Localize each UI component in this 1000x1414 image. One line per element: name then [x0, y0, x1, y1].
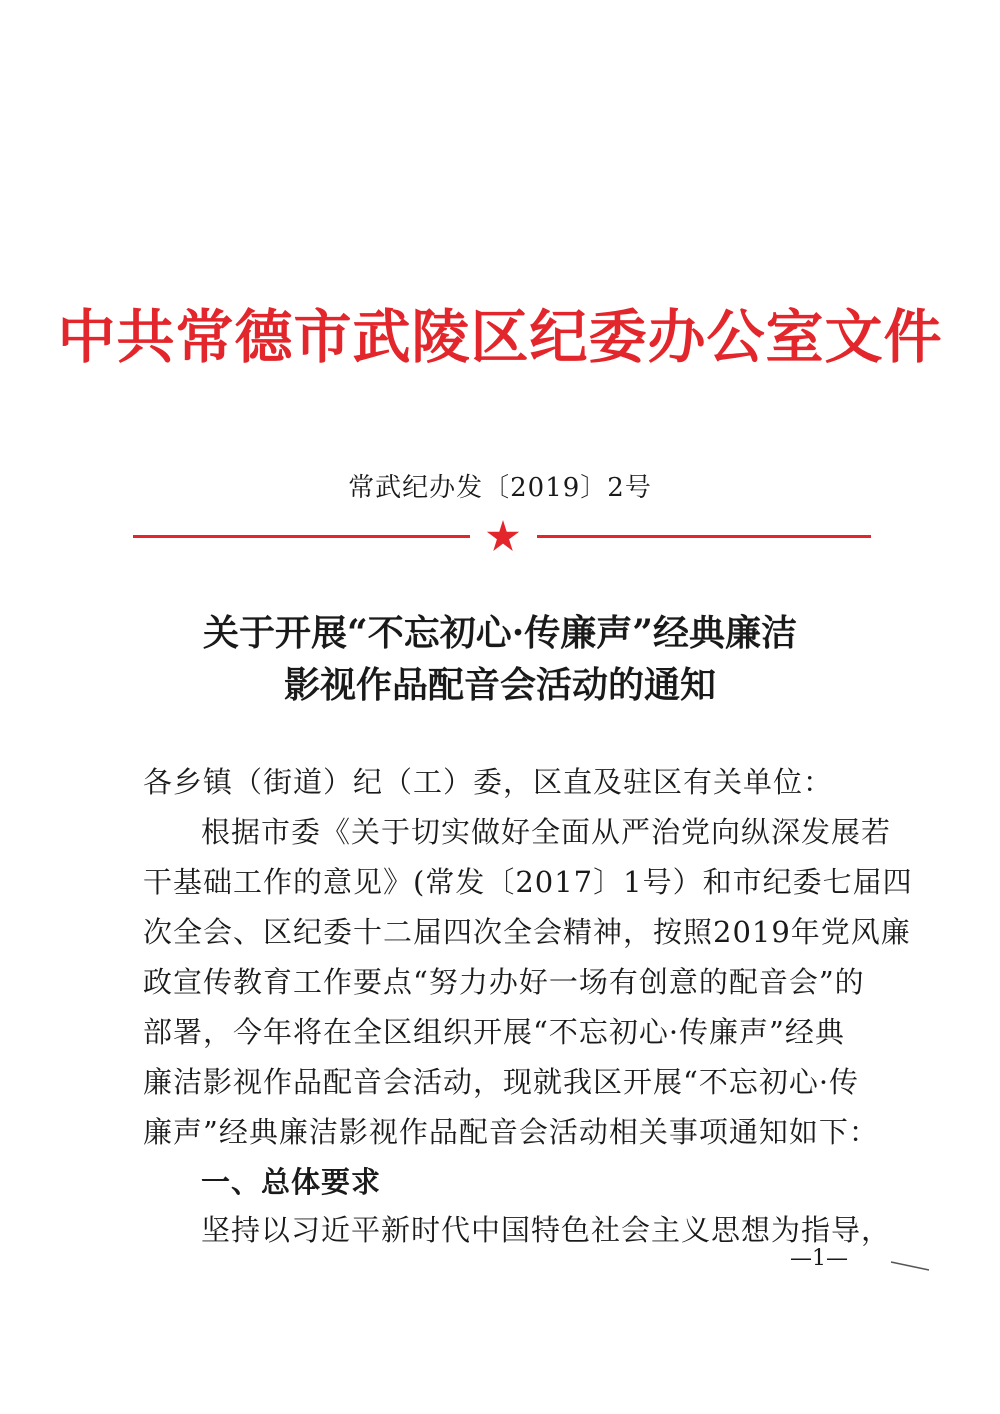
paragraph-line: 次全会、区纪委十二届四次全会精神，按照2019年党风廉 [143, 915, 911, 949]
masthead: 中共常德市武陵区纪委办公室文件 [57, 303, 943, 371]
document-title-line-2: 影视作品配音会活动的通知 [283, 664, 716, 706]
paragraph-line: 部署，今年将在全区组织开展“不忘初心·传廉声”经典 [143, 1015, 845, 1049]
addressee: 各乡镇（街道）纪（工）委，区直及驻区有关单位： [143, 765, 834, 799]
red-rule-right [537, 535, 871, 538]
page-number: —1— [790, 1246, 848, 1271]
paragraph-line: 政宣传教育工作要点“努力办好一场有创意的配音会”的 [143, 965, 865, 999]
paragraph-line: 廉洁影视作品配音会活动，现就我区开展“不忘初心·传 [143, 1065, 860, 1099]
star-icon [486, 520, 520, 552]
paragraph-line: 干基础工作的意见》(常发〔2017〕1号）和市纪委七届四 [143, 865, 913, 899]
paragraph-line: 根据市委《关于切实做好全面从严治党向纵深发展若 [201, 815, 892, 849]
paragraph-line: 廉声”经典廉洁影视作品配音会活动相关事项通知如下： [143, 1115, 879, 1149]
document-number: 常武纪办发〔2019〕2号 [348, 473, 652, 503]
red-rule-left [133, 535, 470, 538]
scan-mark [890, 1260, 930, 1272]
paragraph-line: 坚持以习近平新时代中国特色社会主义思想为指导， [201, 1213, 892, 1247]
section-heading: 一、总体要求 [201, 1165, 382, 1199]
document-title-line-1: 关于开展“不忘初心·传廉声”经典廉洁 [203, 612, 797, 654]
